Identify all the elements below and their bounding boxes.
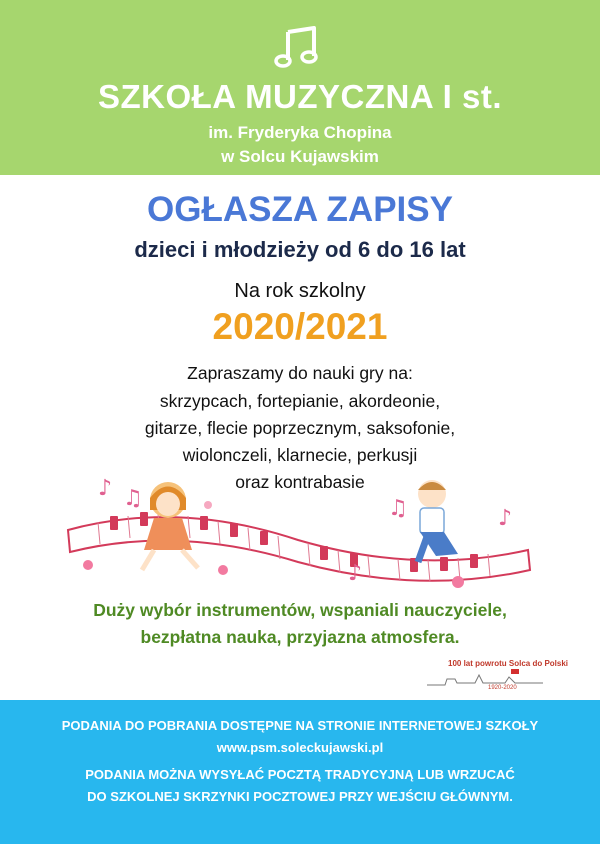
school-year: 2020/2021 xyxy=(212,306,388,347)
invite-text: Zapraszamy do nauki gry na: xyxy=(187,363,413,383)
instruments-line: skrzypcach, fortepianie, akordeonie, xyxy=(159,391,441,411)
instruments-line: wiolonczeli, klarnecie, perkusji xyxy=(182,445,418,465)
school-name: SZKOŁA MUZYCZNA I st. xyxy=(97,78,503,115)
svg-text:♪: ♪ xyxy=(98,476,113,501)
footer-download-info: PODANIA DO POBRANIA DOSTĘPNE NA STRONIE INTERNETOWEJ SZKOŁY xyxy=(61,718,539,733)
headline: OGŁASZA ZAPISY xyxy=(147,190,453,229)
anniversary-years: 1920-2020 xyxy=(488,685,517,691)
svg-text:♫: ♫ xyxy=(123,486,143,511)
instruments-line: gitarze, flecie poprzecznym, saksofonie, xyxy=(144,418,456,438)
benefits-line: Duży wybór instrumentów, wspaniali nauczyciele, xyxy=(93,600,507,620)
anniversary-title: 100 lat powrotu Solca do Polski xyxy=(448,659,569,668)
school-location: w Solcu Kujawskim xyxy=(221,147,379,166)
benefits-line: bezpłatna nauka, przyjazna atmosfera. xyxy=(140,627,460,647)
svg-text:♪: ♪ xyxy=(348,561,363,586)
children-piano-illustration xyxy=(58,470,548,595)
footer-website-link[interactable]: www.psm.soleckujawski.pl xyxy=(216,740,384,755)
instruments-line: oraz kontrabasie xyxy=(235,472,365,492)
school-patron: im. Fryderyka Chopina xyxy=(208,123,392,142)
music-note-icon xyxy=(270,26,330,68)
footer-submission-info: DO SZKOLNEJ SKRZYNKI POCZTOWEJ PRZY WEJŚCIU GŁÓWNYM. xyxy=(87,789,513,804)
svg-text:♫: ♫ xyxy=(388,496,408,521)
audience-text: dzieci i młodzieży od 6 do 16 lat xyxy=(134,237,466,262)
header-banner xyxy=(0,0,600,175)
svg-text:♪: ♪ xyxy=(498,506,513,531)
footer-submission-info: PODANIA MOŻNA WYSYŁAĆ POCZTĄ TRADYCYJNĄ LUB WRZUCAĆ xyxy=(85,767,515,782)
school-year-label: Na rok szkolny xyxy=(234,280,366,302)
